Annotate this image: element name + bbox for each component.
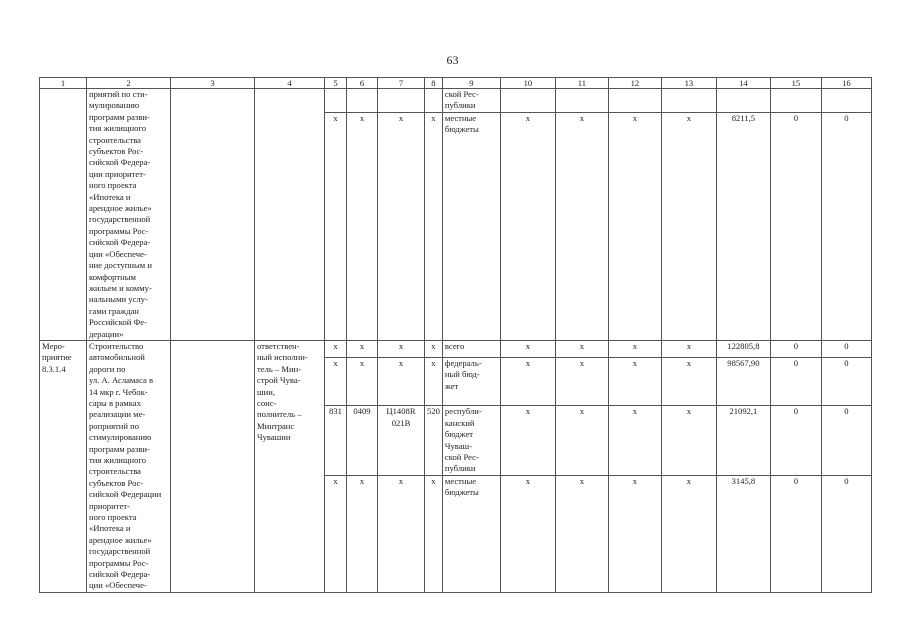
page-number: 63 xyxy=(446,53,459,67)
table-cell xyxy=(821,89,871,113)
table-cell: x xyxy=(500,340,555,357)
table-cell xyxy=(347,89,378,113)
table-cell: x xyxy=(325,358,347,406)
table-cell xyxy=(608,89,661,113)
header-cell: 9 xyxy=(442,78,500,89)
table-cell: x xyxy=(661,112,716,340)
table-cell: x xyxy=(500,406,555,475)
header-cell: 8 xyxy=(425,78,443,89)
header-cell: 15 xyxy=(770,78,821,89)
header-cell: 11 xyxy=(555,78,608,89)
table-cell: x xyxy=(555,112,608,340)
header-cell: 13 xyxy=(661,78,716,89)
table-cell: 0 xyxy=(770,340,821,357)
table-cell: x xyxy=(347,340,378,357)
header-cell: 1 xyxy=(40,78,87,89)
cont-col3 xyxy=(171,89,255,341)
table-row xyxy=(40,340,872,357)
table-cell: x xyxy=(661,475,716,592)
table-cell xyxy=(500,89,555,113)
source-cell: республи- канский бюджет Чуваш- ской Рес- публики xyxy=(442,406,500,475)
table-cell: x xyxy=(555,358,608,406)
table-cell: x xyxy=(608,475,661,592)
table-cell xyxy=(770,89,821,113)
amount-cell: 122805,8 xyxy=(716,340,770,357)
table-cell: 0 xyxy=(821,406,871,475)
table-cell: x xyxy=(347,112,378,340)
header-cell: 7 xyxy=(378,78,425,89)
table-cell: 0 xyxy=(770,475,821,592)
cont-col1 xyxy=(40,89,87,341)
source-cell: всего xyxy=(442,340,500,357)
table-cell: x xyxy=(425,112,443,340)
header-cell: 12 xyxy=(608,78,661,89)
table-cell: 831 xyxy=(325,406,347,475)
table-cell: x xyxy=(425,358,443,406)
header-cell: 5 xyxy=(325,78,347,89)
table-cell: x xyxy=(555,406,608,475)
table-cell: x xyxy=(500,112,555,340)
table-cell: x xyxy=(608,112,661,340)
table-cell xyxy=(378,89,425,113)
header-row xyxy=(40,78,872,89)
source-cell: федераль- ный бюд- жет xyxy=(442,358,500,406)
table-cell: x xyxy=(425,475,443,592)
header-cell: 14 xyxy=(716,78,770,89)
table-cell: x xyxy=(608,340,661,357)
table-cell: x xyxy=(347,358,378,406)
table-cell: 0 xyxy=(821,340,871,357)
table-cell: x xyxy=(425,340,443,357)
table-cell: x xyxy=(555,475,608,592)
table-cell xyxy=(325,89,347,113)
event-description: Строительство автомобильной дороги по ул. А. Асламаса в 14 мкр г. Чебок- сары в рамках реализации ме- роприятий по стимулированию программ разви- тия жилищного строительства субъектов Рос- сийской Федерации приоритет- ного проекта «Ипотека и арендное жилье» государственной программы Рос- сийской Федера- ции «Обеспече- xyxy=(87,340,171,592)
amount-cell: 8211,5 xyxy=(716,112,770,340)
event-code: Меро- приятие 8.3.1.4 xyxy=(40,340,87,592)
source-cell: местные бюджеты xyxy=(442,475,500,592)
amount-cell: 21092,1 xyxy=(716,406,770,475)
header-cell: 16 xyxy=(821,78,871,89)
table-cell xyxy=(661,89,716,113)
budget-table xyxy=(39,77,872,593)
table-cell: 0 xyxy=(770,112,821,340)
table-cell: 0 xyxy=(821,358,871,406)
header-cell: 2 xyxy=(87,78,171,89)
table-cell: x xyxy=(608,406,661,475)
table-cell: x xyxy=(500,358,555,406)
header-cell: 4 xyxy=(255,78,325,89)
table-cell: 0409 xyxy=(347,406,378,475)
table-cell: 0 xyxy=(821,112,871,340)
header-cell: 6 xyxy=(347,78,378,89)
amount-cell: 3145,8 xyxy=(716,475,770,592)
event-col3 xyxy=(171,340,255,592)
table-cell: 0 xyxy=(770,358,821,406)
cont-description: приятий по сти- мулированию программ разви- тия жилищного строительства субъектов Рос- сийской Федера- ции приоритет- ного проекта «Ипотека и арендное жилье» государственной программы Рос- сийской Федера- ции «Обеспече- ние доступным и комфортным жильем и комму- нальными услу- гами граждан Российской Фе- дерации» xyxy=(87,89,171,341)
table-cell: x xyxy=(325,112,347,340)
source-cell: местные бюджеты xyxy=(442,112,500,340)
table-cell: x xyxy=(661,358,716,406)
source-cell: ской Рес- публики xyxy=(442,89,500,113)
table-cell: x xyxy=(378,112,425,340)
table-cell: x xyxy=(347,475,378,592)
table-cell: 520 xyxy=(425,406,443,475)
amount-cell: 98567,90 xyxy=(716,358,770,406)
table-cell xyxy=(716,89,770,113)
table-cell: x xyxy=(555,340,608,357)
table-cell: x xyxy=(608,358,661,406)
header-cell: 10 xyxy=(500,78,555,89)
table-cell: x xyxy=(500,475,555,592)
table-cell: Ц1408R 021В xyxy=(378,406,425,475)
table-cell: x xyxy=(378,358,425,406)
table-cell xyxy=(425,89,443,113)
table-cell: x xyxy=(325,475,347,592)
header-cell: 3 xyxy=(171,78,255,89)
table-cell: x xyxy=(661,340,716,357)
cont-col4 xyxy=(255,89,325,341)
table-cell: x xyxy=(378,340,425,357)
table-row xyxy=(40,89,872,113)
table-cell xyxy=(555,89,608,113)
table-cell: 0 xyxy=(821,475,871,592)
table-cell: x xyxy=(325,340,347,357)
event-responsible: ответствен- ный исполни- тель – Мин- строй Чува- шии, соис- полнитель – Минтранс Чувашии xyxy=(255,340,325,592)
table-cell: 0 xyxy=(770,406,821,475)
table-cell: x xyxy=(378,475,425,592)
table-cell: x xyxy=(661,406,716,475)
